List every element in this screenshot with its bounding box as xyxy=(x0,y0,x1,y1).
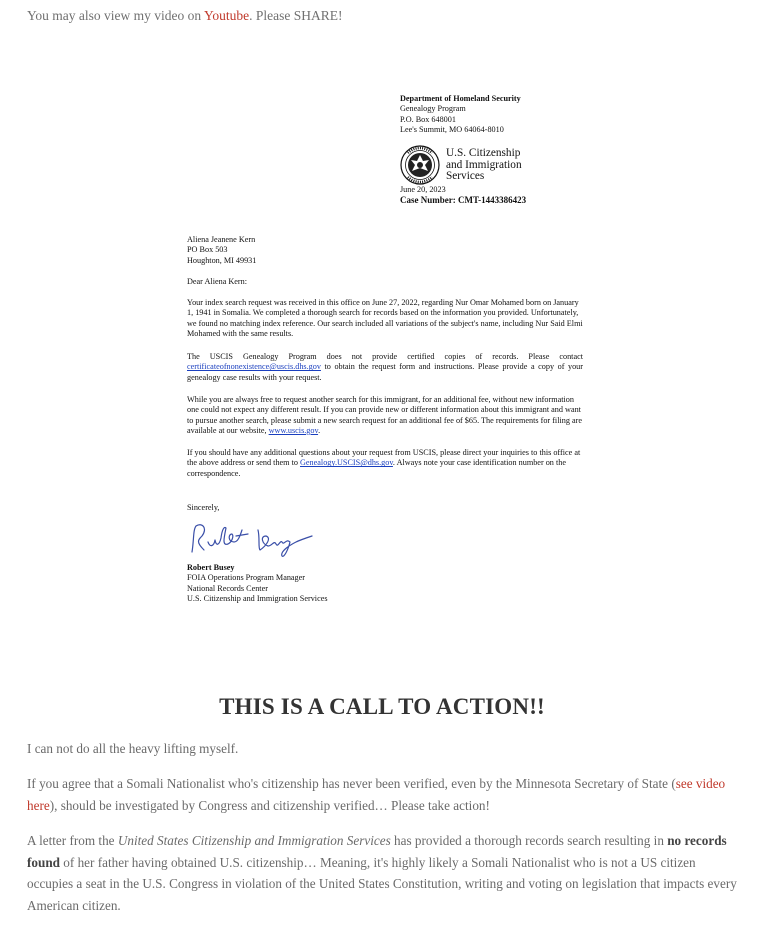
letter-p4-text-b: . Always note your case identification number on the correspondence. xyxy=(187,458,566,478)
po-box: P.O. Box 648001 xyxy=(400,114,456,124)
agency-name: Department of Homeland Security xyxy=(400,94,521,103)
letter-paragraph-4 xyxy=(187,448,583,479)
see-video-link[interactable]: see video here xyxy=(27,776,726,813)
letter-p2-text-b: to obtain the request form and instructions. Please provide a copy of your genealogy case results with your request. xyxy=(187,362,583,382)
addressee-city: Houghton, MI 49931 xyxy=(187,255,257,265)
signer-title: FOIA Operations Program Manager xyxy=(187,573,306,583)
signer-office: National Records Center xyxy=(187,583,268,593)
agency-city: Lee's Summit, MO 64064-8010 xyxy=(400,124,504,134)
nonexistence-email-link: certificateofnonexistence@uscis.dhs.gov xyxy=(187,362,321,372)
intro-prefix: You may also view my video on xyxy=(27,8,204,23)
uscis-wordmark xyxy=(446,148,522,182)
addressee-name: Aliena Jeanene Kern xyxy=(187,235,256,244)
signer-org: U.S. Citizenship and Immigration Services xyxy=(187,593,328,603)
addressee xyxy=(187,235,256,266)
body-p2-text-b: ), should be investigated by Congress and citizenship verified… Please take action! xyxy=(49,797,490,813)
uscis-line-2: and Immigration xyxy=(446,158,522,171)
salutation: Dear Aliena Kern: xyxy=(187,277,248,286)
body-p3-agency: United States Citizenship and Immigration Services xyxy=(117,833,391,848)
uscis-logo xyxy=(400,145,590,185)
addressee-box: PO Box 503 xyxy=(187,245,228,255)
signature-image xyxy=(188,520,318,560)
intro-line xyxy=(27,8,343,24)
letter-p4-text-a: If you should have any additional questions about your request from USCIS, please direct your inquiries to this office at the above address or send them to xyxy=(187,448,581,468)
letter-p3-text-a: While you are always free to request another search for this immigrant, for an additional fee, without new information one could not expect any different result. If you can provide new or different information about this immigrant and want to pursue another search, please submit a new search request for an additional fee of $65. The requirements for filing are available at our website, xyxy=(187,395,582,435)
letter-p3-text-b: . xyxy=(318,425,321,435)
call-to-action-heading: THIS IS A CALL TO ACTION!! xyxy=(219,694,545,719)
uscis-line-1: U.S. Citizenship xyxy=(446,147,521,160)
letter-paragraph-1: Your index search request was received in this office on June 27, 2022, regarding Nur Omar Mohamed born on January 1, 1941 in Somalia. We completed a thorough search for records based on the information you provided. Unfortunately, we found no matching index reference. Our search included all variations of the subject's name, including Nur Said Elmi Mohamed with the same results. xyxy=(187,298,583,338)
letter-paragraph-2 xyxy=(187,352,583,383)
intro-suffix: . Please SHARE! xyxy=(249,8,343,23)
signer-name: Robert Busey xyxy=(187,563,235,572)
uscis-line-3: Services xyxy=(446,169,485,182)
body-paragraph-3 xyxy=(27,830,742,916)
letter-p2-text-a: The USCIS Genealogy Program does not provide certified copies of records. Please contact xyxy=(187,352,583,361)
youtube-link[interactable]: Youtube xyxy=(204,8,250,23)
body-paragraph-1: I can not do all the heavy lifting myself. xyxy=(27,741,239,756)
dhs-seal-icon xyxy=(400,145,440,185)
body-p3-text-c: of her father having obtained U.S. citizenship… Meaning, it's highly likely a Somali Nationalist who is not a US citizen occupies a seat in the U.S. Congress in violation of the United States Constitution, writing and voting on legislation that impacts every American citizen. xyxy=(27,854,737,913)
letter-date: June 20, 2023 xyxy=(400,185,446,195)
body-p3-text-a: A letter from the xyxy=(27,833,118,848)
body-p2-text-a: If you agree that a Somali Nationalist who's citizenship has never been verified, even by the Minnesota Secretary of State ( xyxy=(27,776,676,791)
letter-paragraph-3 xyxy=(187,395,583,436)
signoff: Sincerely, xyxy=(187,503,220,512)
uscis-letter-image xyxy=(186,94,586,614)
letterhead xyxy=(400,94,590,206)
body-paragraph-2 xyxy=(27,773,742,816)
body-p3-text-b: has provided a thorough records search resulting in xyxy=(390,833,668,848)
signer-block xyxy=(187,563,328,604)
genealogy-email-link: Genealogy.USCIS@dhs.gov xyxy=(300,458,393,468)
uscis-website-link: www.uscis.gov xyxy=(268,425,319,435)
program-name: Genealogy Program xyxy=(400,104,466,114)
case-number: Case Number: CMT-1443386423 xyxy=(400,195,527,206)
body-p3-no-records: no records found xyxy=(27,833,727,870)
